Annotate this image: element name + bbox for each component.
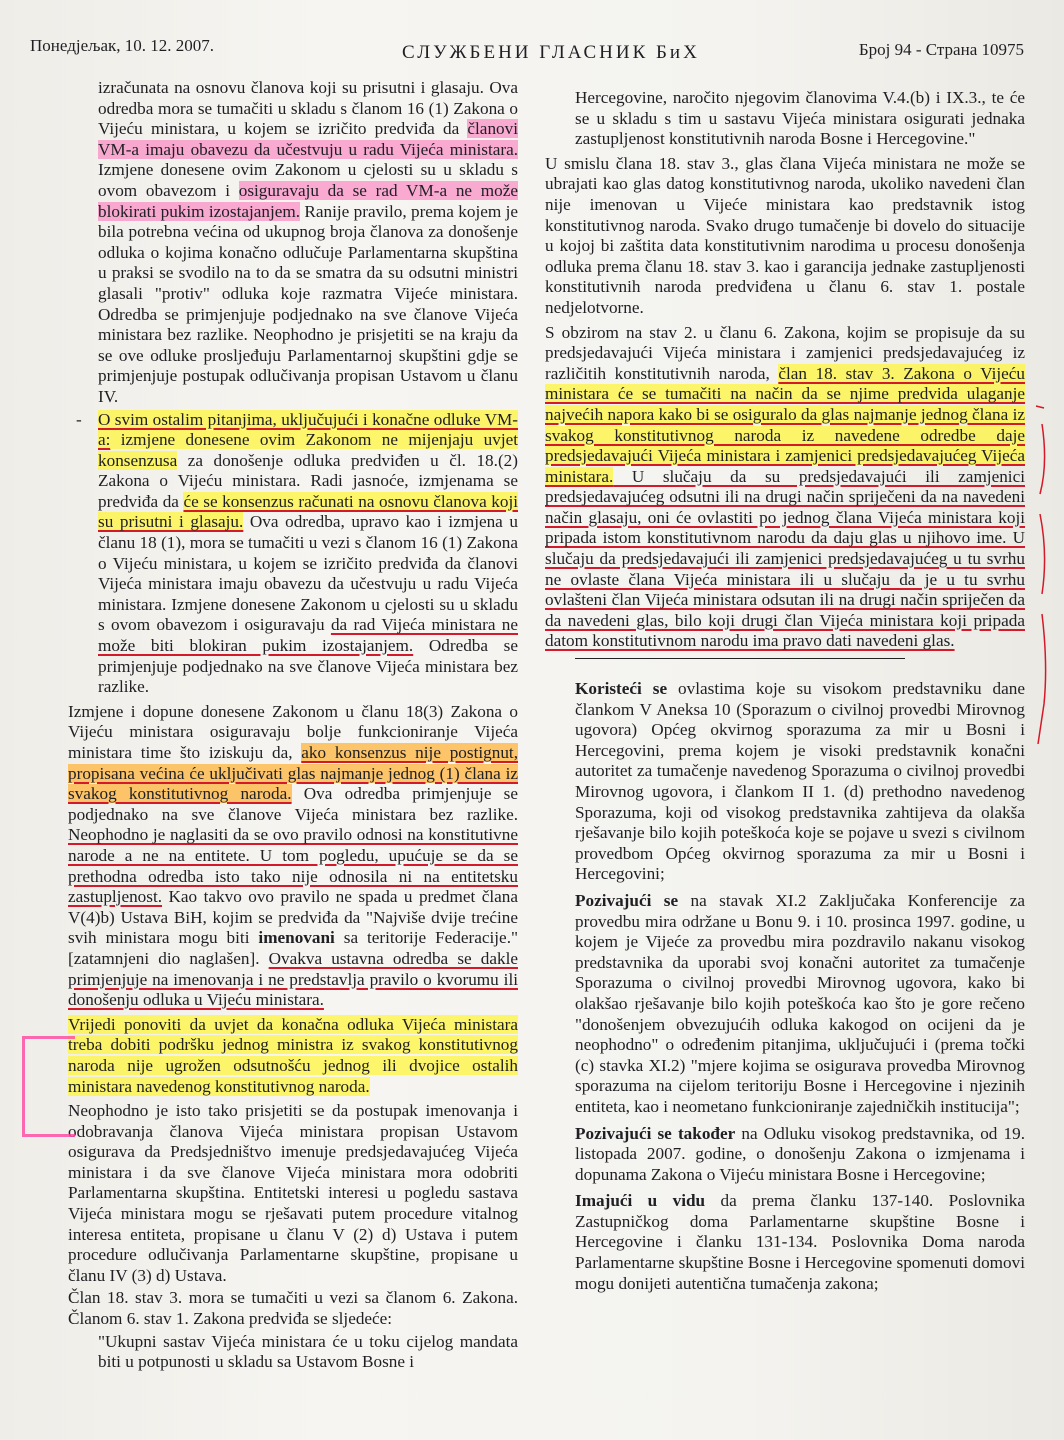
highlight-pink: članovi VM-a imaju obavezu da učestvuju u radu Vijeća ministara. xyxy=(98,119,518,159)
text-run: na Odluku visokog predstavnika, od 19. listopada 2007. godine, o donošenju Zakona o izmjenama i dopunama Zakona o Vijeću ministara Bosne i Hercegovine; xyxy=(575,1123,1025,1184)
highlight-yellow: član 18. stav 3. Zakona o Vijeću ministara će se tumačiti na način da se njime predvida ulaganje najvećih napora kako bi se osiguralo da glas najmanje jednog člana iz svakog konstitutivnog naroda iz navedene odredbe daje predsjedavajući Vijeća ministara i zamjenici predsjedavajućeg Vijeća ministara. xyxy=(545,363,1025,486)
text-run: sa teritorije Federacije." [zatamnjeni dio naglašen]. xyxy=(68,928,519,968)
text-run: Ranije pravilo, prema kojem je bila potrebna većina od ukupnog broja članova za donošenje odluka o kojima konačno odlučuje Parlamentarna skupština u praksi se svodilo na to da se smatra da su odsutni ministri glasali "protiv" odluka koje razmatra Vijeće ministara. Odredba se primjenjuje podjednako na sve članove Vijeća ministara bez razlike. Neophodno je prisjetiti se na kraju da se ove odluke prosljeđuju Parlamentarnoj skupštini gdje se primjenjuje postupak odlučivanja propisan Ustavom u članu IV. xyxy=(98,201,518,406)
left-paragraph-1 xyxy=(68,78,518,408)
right-column xyxy=(545,88,1025,1296)
left-paragraph-2 xyxy=(68,410,518,698)
text-run: da prema članku 137-140. Poslovnika Zastupničkog doma Parlamentarne skupštine Bosne i Hercegovine i članku 131-134. Poslovnika Doma naroda Parlamentarne skupštine Bosne i Hercegovine spomenuti domovi mogu donijeti autentična tumačenja zakona; xyxy=(575,1191,1025,1293)
header-date: Понедјељак, 10. 12. 2007. xyxy=(30,36,215,55)
underline-red: U slučaju da su predsjedavajući ili zamjenici predsjedavajućeg odsutni ili na drugi način spriječeni da na navedeni način glasaju, oni će ovlastiti po jednog člana Vijeća ministara koji pripada istom konstitutivnom narodu da daju glas u njihovo ime. U slučaju da predsjedavajući ili zamjenici predsjedavajućeg u tu svrhu ne ovlaste člana Vijeća ministara ili u slučaju da je u tu svrhu ovlašteni član Vijeća ministara odsutan ili na drugi način spriječen da da navedeni glas, bilo koji drugi član Vijeća ministara koji pripada datom konstitutivnom narodu ima pravo dati navedeni glas. xyxy=(545,466,1025,651)
header-issue: Број 94 - Страна 10975 xyxy=(858,40,1024,59)
lead-phrase: Imajući u vidu xyxy=(575,1191,706,1211)
right-paragraph-3 xyxy=(545,323,1025,653)
text-run: Kao takvo ovo pravilo ne spada u predmet člana V(4)b) Ustava BiH, kojim se predviđa da "Najviše dvije trećine svih ministara mogu biti xyxy=(68,887,518,948)
left-paragraph-7: "Ukupni sastav Vijeća ministara će u toku cijelog mandata biti u potpunosti u skladu sa Ustavom Bosne i xyxy=(98,1331,518,1372)
lead-phrase: Pozivajući se xyxy=(575,890,679,910)
left-column xyxy=(68,78,518,1375)
right-paragraph-5 xyxy=(545,891,1025,1118)
text-run: Ova odredba primjenjuje se podjednako na sve članove Vijeća ministara bez razlike. xyxy=(68,784,518,824)
right-paragraph-2: U smislu člana 18. stav 3., glas člana Vijeća ministara ne može se ubrajati kao glas datog konstitutivnog naroda, ukoliko navedeni član nije imenovan u Vijeće ministara kao predstavnik istog konstitutivnog naroda. Svako drugo tumačenje bi dovelo do situacije u kojoj bi zaštita data konstitutivnim narodima u procesu donošenja odluka prema članu 18. stav 3. kao i garancija jednake zastupljenosti konstitutivnih naroda predviđena u članu 6. stav 1. postale nedjelotvorne. xyxy=(545,153,1025,317)
red-margin-bracket xyxy=(1034,404,1050,749)
right-paragraph-6 xyxy=(545,1124,1025,1186)
left-paragraph-5: Neophodno je isto tako prisjetiti se da postupak imenovanja i odobravanja članova Vijeća ministara propisan Ustavom osigurava da Predsjedništvo imenuje predsjedavajućeg Vijeća ministara i da sve članove Vijeća ministara mora odobriti Parlamentarna skupština. Entitetski interesi u pogledu sastava Vijeća ministara mogu se rješavati putem procedure vitalnog interesa entiteta, propisane u članu V (2) d) Ustava i putem procedure odlučivanja Parlamentarne skupštine, propisane u članu IV (3) d) Ustava. xyxy=(68,1101,518,1285)
text-run: Ova odredba, upravo kao i izmjena u članu 18 (1), mora se tumačiti u vezi s članom 16 (1) Zakona o Vijeću ministara, u kojem se izričito predviđa da članovi Vijeća ministara imaju obavezu da učestvuju u radu Vijeća ministara. Izmjene donesene Zakonom u cjelosti su u skladu s ovom obavezom i osiguravaju xyxy=(98,512,518,635)
text-run: Izmjene donesene ovim Zakonom u cjelosti su u skladu s ovom obavezom i xyxy=(98,160,518,200)
text-run: izračunata na osnovu članova koji su prisutni i glasaju. Ova odredba mora se tumačiti u skladu s članom 16 (1) Zakona o Vijeću ministara, u kojem se izričito predviđa da xyxy=(98,78,518,139)
underline-red: Ovakva ustavna odredba se dakle primjenjuje na imenovanja i ne predstavlja pravilo o kvorumu ili donošenju odluka u Vijeću ministara. xyxy=(68,948,518,1010)
highlight-pink: osiguravaju da se rad VM-a ne može blokirati pukim izostajanjem. xyxy=(98,180,518,221)
highlight-orange: ako konsenzus nije postignut, propisana većina će uključivati glas najmanje jednog (1) člana iz svakog konstitutivnog naroda. xyxy=(68,743,518,804)
text-run: za donošenje odluka predviđen u čl. 18.(2) Zakona o Vijeću ministara. Radi jasnoće, izmjenama se predviđa da xyxy=(98,450,518,511)
underline-red: Neophodno je naglasiti da se ovo pravilo odnosi na konstitutivne narode a ne na entitete. U tom pogledu, upućuje se da se prethodna odredba isto tako nije odnosila ni na entitetsku zastupljenost. xyxy=(68,825,518,907)
text-run: ovlastima koje su visokom predstavniku dane člankom V Aneksa 10 (Sporazum o civilnoj provedbi Mirovnog ugovora) Općeg okvirnog sporazuma za mir u Bosni i Hercegovini, prema kojem je visoki predstavnik konačni autoritet za tumačenje navedenog Sporazuma o civilnoj provedbi Mirovnog ugovora, i člankom II 1. (d) prethodno navedenog Sporazuma, koji od visokog predstavnika zahtijeva da olakša rješavanje bilo kojih poteškoća koje se pojave u svezi s civilnom provedbom Općeg okvirnog sporazuma za mir u Bosni i Hercegovini; xyxy=(575,679,1025,884)
left-paragraph-4 xyxy=(68,1015,518,1097)
section-divider xyxy=(575,658,905,659)
left-paragraph-6: Član 18. stav 3. mora se tumačiti u vezi sa članom 6. Zakona. Članom 6. stav 1. Zakona predviđa se sljedeće: xyxy=(68,1288,518,1329)
text-run: Izmjene i dopune donesene Zakonom u članu 18(3) Zakona o Vijeću ministara osiguravaju bolje funkcioniranje Vijeća ministara time što iziskuju da, xyxy=(68,701,518,762)
header-title: СЛУЖБЕНИ ГЛАСНИК БиХ xyxy=(402,42,700,63)
pink-margin-mark xyxy=(22,1036,75,1137)
page-header xyxy=(30,30,1024,70)
text-run: S obzirom na stav 2. u članu 6. Zakona, kojim se propisuje da su predsjedavajući Vijeća ministara i zamjenici predsjedavajućeg iz različitih konstitutivnih naroda, xyxy=(545,322,1025,383)
right-paragraph-1: Hercegovine, naročito njegovim članovima V.4.(b) i IX.3., te će se u skladu s tim u sastavu Vijeća ministara osigurati jednaka zastupljenost konstitutivnih naroda Bosne i Hercegovine." xyxy=(575,88,1025,149)
highlight-yellow: O svim ostalim pitanjima, uključujući i konačne odluke VM-a: xyxy=(98,409,518,450)
right-paragraph-7 xyxy=(545,1191,1025,1294)
text-run: Odredba se primjenjuje podjednako na sve članove Vijeća ministara bez razlike. xyxy=(98,636,518,697)
lead-phrase: Pozivajući se također xyxy=(575,1123,736,1143)
left-paragraph-3 xyxy=(68,702,518,1011)
highlight-yellow: Vrijedi ponoviti da uvjet da konačna odluka Vijeća ministara treba dobiti podršku jednog ministra iz svakog konstitutivnog naroda nije ugrožen odsutnošću jednog ili dvojice ostalih ministara navedenog konstitutivnog naroda. xyxy=(68,1014,518,1096)
text-run: na stavak XI.2 Zaključaka Konferencije za provedbu mira održane u Bonu 9. i 10. prosinca 1997. godine, u kojem je Vijeće za provedbu mira pozdravilo nakanu visokog predstavnika da uporabi svoj konačni autoritet za tumačenje Sporazuma o civilnoj provedbi Mirovnog ugovora, kako bi olakšao rješavanje bilo kojih poteškoća kao što je gore rečeno "donošenjem obvezujućih odluka kakogod on ocijeni da je neophodno" o određenim pitanjima, uključujući i (prema točki (c) stavka XI.2) "mjere kojima se osigurava provedba Mirovnog sporazuma na cijelom teritoriju Bosne i Hercegovine i njezinih entiteta, kao i neometano funkcioniranje zajedničkih institucija"; xyxy=(575,890,1025,1116)
highlight-yellow: će se konsenzus računati na osnovu članova koji su prisutni i glasaju. xyxy=(98,491,518,532)
lead-phrase: Koristeći se xyxy=(575,679,668,699)
highlight-yellow: izmjene donesene ovim Zakonom ne mijenjaju uvjet konsenzusa xyxy=(98,430,518,470)
right-paragraph-4 xyxy=(545,679,1025,885)
bold-word: imenovani xyxy=(258,928,335,948)
underline-red: da rad Vijeća ministara ne može biti blokiran pukim izostajanjem. xyxy=(98,615,518,656)
